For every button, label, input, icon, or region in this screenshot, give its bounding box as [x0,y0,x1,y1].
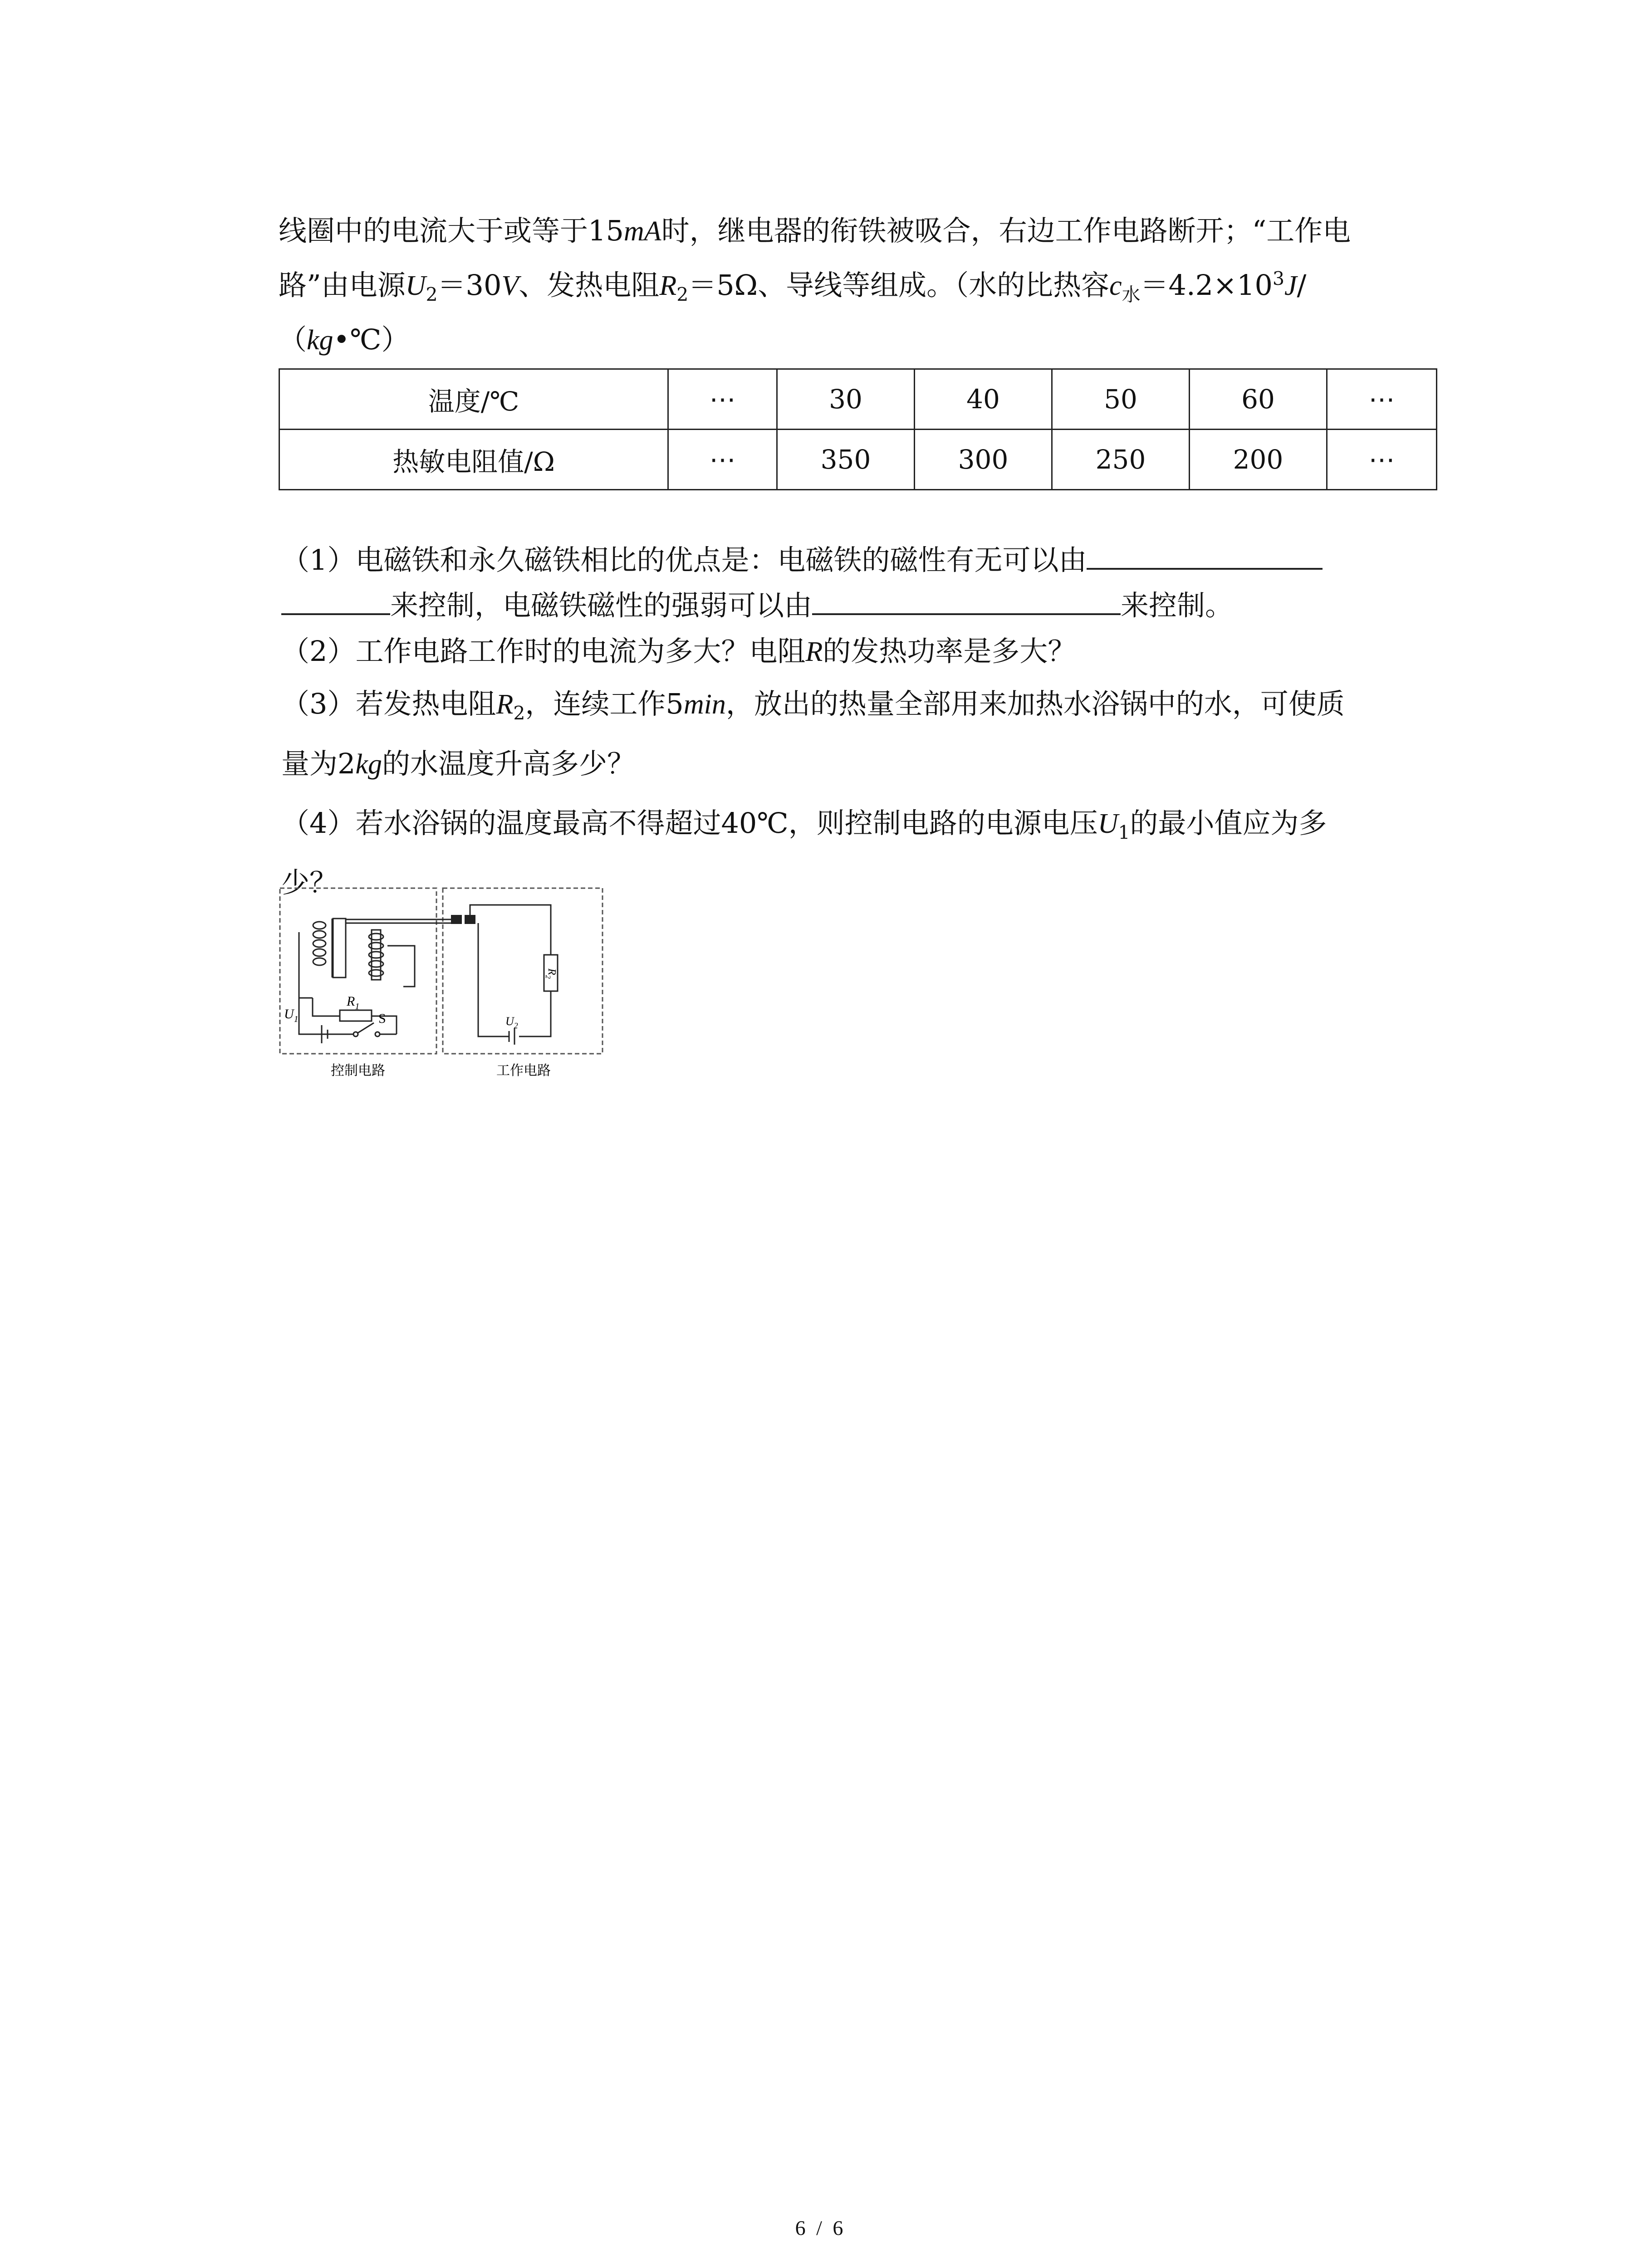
question-list [281,538,1443,912]
label-r2: $R_2$ [544,968,558,979]
question-1-line-2: 来控制，电磁铁磁性的强弱可以由 来控制。 [281,583,1443,628]
table-cell: 60 [1190,369,1327,430]
label-switch: S [378,1011,386,1026]
caption-control-circuit: 控制电路 [331,1063,385,1079]
table-cell: 40 [915,369,1052,430]
electromagnet-coil [299,919,332,1005]
table-row-resistance [279,430,1437,490]
table-cell: 50 [1052,369,1190,430]
table-cell: 热敏电阻值/Ω [279,430,668,490]
switch-contact [375,1032,380,1036]
temperature-resistance-table [279,368,1437,490]
table-cell: ⋯ [668,369,777,430]
answer-blank-2[interactable] [812,590,1121,615]
intro-line-2: 路”由电源$U_2=30V$、发热电阻$R_2=5\Omega$、导线等组成。（水的比热容$c_水=4.2\times 10^3J/$ [279,268,1307,306]
question-2: （2）工作电路工作时的电流为多大？电阻R的发热功率是多大？ [281,634,1076,668]
intro-line-3: （kg•℃） [279,323,410,356]
intro-line-1: 线圈中的电流大于或等于15mA时，继电器的衔铁被吸合，右边工作电路断开；“工作电 [279,214,1351,247]
label-u1: $U_1$ [284,1007,299,1024]
question-4-line-1: （4）若水浴锅的温度最高不得超过40℃，则控制电路的电源电压$U_1$的最小值应为多 [281,806,1327,844]
table-cell: ⋯ [1327,430,1437,490]
question-3-line-2: 量为2kg的水温度升高多少？ [281,747,635,780]
resistor-r1 [340,1010,372,1021]
question-3-line-1: （3）若发热电阻$R_2$，连续工作5min，放出的热量全部用来加热水浴锅中的水，可使质 [281,687,1345,724]
table-cell: 300 [915,430,1052,490]
answer-blank-1[interactable] [1087,544,1323,570]
working-circuit-box [443,888,603,1054]
caption-working-circuit: 工作电路 [496,1063,551,1079]
table-cell: ⋯ [668,430,777,490]
table-row-temperature [279,369,1437,430]
control-circuit-box [280,888,436,1054]
page-number: 6 / 6 [795,2216,846,2239]
answer-blank-1-cont[interactable] [281,590,390,615]
switch-pivot [353,1032,358,1036]
table-cell: 温度/℃ [279,369,668,430]
circuit-diagram [279,887,605,1082]
label-u2: $U_2$ [505,1015,518,1030]
relay-armature [333,919,451,987]
label-r1: $R_1$ [347,994,360,1012]
problem-intro [279,204,1440,367]
question-1-line-1: （1）电磁铁和永久磁铁相比的优点是：电磁铁的磁性有无可以由 [281,538,1443,583]
table-cell: 30 [777,369,915,430]
question-4-line-2: 少？ [281,865,338,899]
table-cell: 200 [1190,430,1327,490]
table-cell: 350 [777,430,915,490]
relay-contact [451,915,462,924]
table-cell: 250 [1052,430,1190,490]
table-cell: ⋯ [1327,369,1437,430]
